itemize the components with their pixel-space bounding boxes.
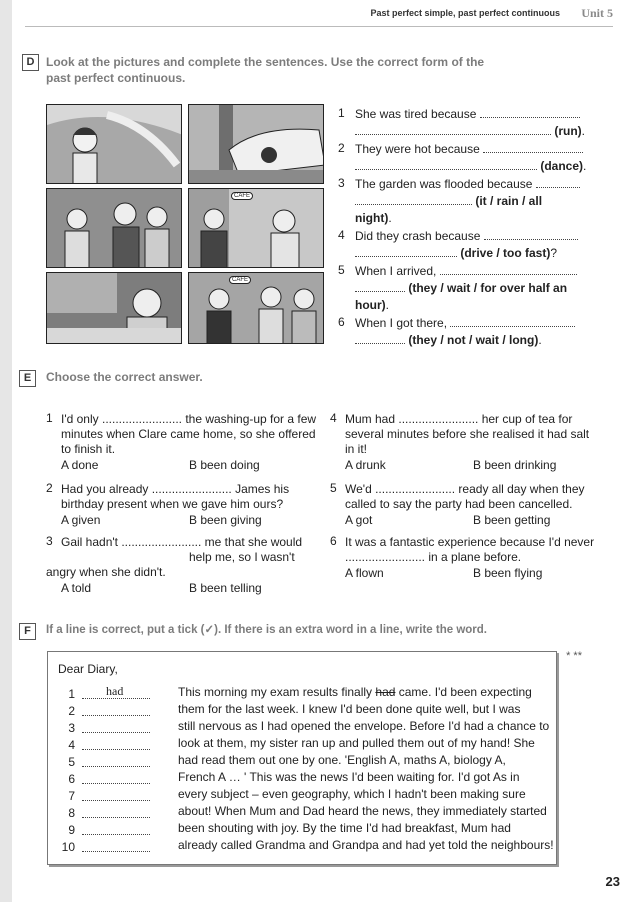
question-text: We'd ........................ ready all day when they — [345, 482, 585, 496]
answer-blank[interactable] — [355, 333, 405, 344]
picture-cafe-meeting — [188, 272, 324, 344]
car-crash-illustration — [189, 105, 324, 184]
question-text: called to say the party had been cancelled. — [345, 497, 573, 511]
header-rule — [25, 26, 613, 27]
diary-text-line — [178, 838, 554, 852]
question-text: ........................ in a plane before. — [345, 550, 522, 564]
answer-line[interactable] — [82, 738, 150, 750]
section-e-letter: E — [19, 370, 36, 387]
sentence-line — [355, 158, 586, 174]
dancing-friends-illustration — [47, 189, 182, 268]
sentence-line — [355, 228, 578, 244]
line-number: 4 — [68, 738, 75, 752]
question-number: 1 — [46, 411, 53, 425]
verb-prompt: (it / rain / all — [475, 194, 543, 208]
line-number: 7 — [68, 789, 75, 803]
line-number: 8 — [68, 806, 75, 820]
example-answer: had — [106, 684, 124, 698]
answer-blank[interactable] — [484, 229, 578, 240]
page-edge-bar — [0, 0, 12, 902]
verb-prompt: night) — [355, 211, 389, 225]
cafe-sign: CAFE — [229, 276, 251, 284]
unit-label: Unit 5 — [581, 6, 613, 20]
diary-text-line — [178, 753, 506, 767]
question-number: 3 — [46, 534, 53, 548]
page-number: 23 — [605, 874, 620, 889]
answer-line[interactable] — [82, 840, 150, 852]
cafe-meeting-illustration — [189, 273, 324, 344]
option-a[interactable]: A given — [61, 513, 101, 527]
sentence-line — [355, 332, 542, 348]
diary-text: had read them out one by one. 'English A, maths A, biology A, — [178, 753, 506, 767]
option-a[interactable]: A told — [61, 581, 92, 595]
line-number: 6 — [68, 772, 75, 786]
sentence-punctuation: . — [583, 159, 587, 173]
sentence-text: Did they crash because — [355, 229, 481, 243]
diary-text: been shouting with joy. By the time I'd had breakfast, Mum had — [178, 821, 511, 835]
diary-text: already called Grandma and Grandpa and had yet told the neighbours! — [178, 838, 554, 852]
answer-blank[interactable] — [440, 264, 577, 275]
verb-prompt: (they / wait / for over half an — [408, 281, 568, 295]
question-text: Mum had ........................ her cup of tea for — [345, 412, 573, 426]
picture-running-woman — [46, 104, 182, 184]
verb-prompt: (dance) — [540, 159, 584, 173]
sentence-line — [355, 123, 585, 139]
option-a[interactable]: A got — [345, 513, 373, 527]
section-e-instruction: Choose the correct answer. — [46, 370, 203, 384]
section-f-letter: F — [19, 623, 36, 640]
diary-text-line — [178, 804, 547, 818]
diary-box — [47, 650, 582, 865]
answer-blank[interactable] — [355, 124, 551, 135]
diary-text-line — [178, 719, 549, 733]
answer-line[interactable] — [82, 772, 150, 784]
diary-text-line — [178, 685, 532, 699]
header-title: Past perfect simple, past perfect continuous — [370, 8, 560, 18]
question-text: Had you already ........................ James his — [61, 482, 290, 496]
verb-prompt: (run) — [554, 124, 582, 138]
diary-text: French A … ' This was the news I'd been waiting for. I'd got As in — [178, 770, 520, 784]
answer-blank[interactable] — [355, 194, 472, 205]
sentence-punctuation: . — [388, 211, 392, 225]
line-number: 1 — [68, 687, 75, 701]
diary-text-line — [178, 787, 526, 801]
option-b[interactable]: B been telling — [189, 581, 262, 595]
question-number: 2 — [46, 481, 53, 495]
answer-line[interactable] — [82, 684, 150, 699]
diary-text: look at them, my sister ran up and pulled them out of my hand! She — [178, 736, 535, 750]
question-text: several minutes before she realised it had salt — [345, 427, 590, 441]
sentence-number: 2 — [338, 141, 345, 155]
line-number: 2 — [68, 704, 75, 718]
question-text: Gail hadn't ........................ me that she would — [61, 535, 303, 549]
answer-line[interactable] — [82, 755, 150, 767]
answer-blank[interactable] — [355, 246, 457, 257]
option-b[interactable]: B been getting — [473, 513, 551, 527]
option-b[interactable]: B been drinking — [473, 458, 557, 472]
answer-blank[interactable] — [536, 177, 580, 188]
diary-text: about! When Mum and Dad heard the news, they immediately started — [178, 804, 547, 818]
question-text: birthday present when we gave him ours? — [61, 497, 284, 511]
question-number: 5 — [330, 481, 337, 495]
struck-word: had — [375, 685, 396, 699]
option-a[interactable]: A done — [61, 458, 99, 472]
cafe-sign: CAFE — [231, 192, 253, 200]
sentence-punctuation: ? — [550, 246, 558, 260]
answer-blank[interactable] — [450, 316, 575, 327]
question-text: minutes when Clare came home, so she offered — [61, 427, 316, 441]
diary-text-line — [178, 770, 520, 784]
running-woman-illustration — [47, 105, 182, 184]
section-d-instruction-line: Look at the pictures and complete the sentences. Use the correct form of the — [46, 55, 485, 69]
sentence-line — [355, 315, 575, 331]
section-d-instruction — [46, 54, 484, 86]
sentence-number: 6 — [338, 315, 345, 329]
option-a[interactable]: A flown — [345, 566, 384, 580]
diary-text: This morning my exam results finally — [178, 685, 376, 699]
cafe-waiting-illustration — [189, 189, 324, 268]
line-number: 5 — [68, 755, 75, 769]
answer-line[interactable] — [82, 704, 150, 716]
diary-text: still nervous as I had opened the envelope. Before I'd had a chance to — [178, 719, 550, 733]
picture-car-crash — [188, 104, 324, 184]
option-b[interactable]: B been flying — [473, 566, 543, 580]
question-text: help me, so I wasn't — [189, 550, 295, 564]
sentence-number: 5 — [338, 263, 345, 277]
section-d-letter: D — [22, 54, 39, 71]
sentence-line — [355, 263, 577, 279]
sentence-line — [355, 280, 567, 296]
answer-blank[interactable] — [355, 281, 405, 292]
line-number: 10 — [61, 840, 75, 854]
diary-text: them for the last week. I knew I'd been done quite well, but I was — [178, 702, 521, 716]
answer-line[interactable] — [82, 721, 150, 733]
line-number: 9 — [68, 823, 75, 837]
answer-blank[interactable] — [480, 107, 580, 118]
question-text: angry when she didn't. — [46, 565, 166, 579]
answer-blank[interactable] — [483, 142, 583, 153]
rain-garden-illustration — [47, 273, 182, 344]
sentence-text: When I got there, — [355, 316, 448, 330]
question-text: to finish it. — [61, 442, 116, 456]
option-b[interactable]: B been doing — [189, 458, 260, 472]
sentence-line — [355, 210, 392, 226]
sentence-punctuation: . — [581, 124, 586, 138]
question-text: in it! — [345, 442, 368, 456]
answer-line[interactable] — [82, 806, 150, 818]
sentence-text: They were hot because — [355, 142, 480, 156]
question-number: 4 — [330, 411, 337, 425]
picture-rain-garden — [46, 272, 182, 344]
verb-prompt: (drive / too fast) — [460, 246, 551, 260]
sentence-line — [355, 245, 557, 261]
question-number: 6 — [330, 534, 337, 548]
line-number: 3 — [68, 721, 75, 735]
diary-text-line — [178, 821, 511, 835]
diary-greeting: Dear Diary, — [58, 662, 118, 676]
sentence-text: She was tired because — [355, 107, 477, 121]
sentence-line — [355, 106, 580, 122]
sentence-line — [355, 141, 583, 157]
diary-text-line — [178, 736, 535, 750]
picture-cafe-waiting — [188, 188, 324, 268]
picture-dancing-friends — [46, 188, 182, 268]
sentence-punctuation: . — [538, 333, 542, 347]
answer-line[interactable] — [82, 789, 150, 801]
sentence-number: 4 — [338, 228, 345, 242]
answer-blank[interactable] — [355, 159, 537, 170]
diary-text: every subject – even geography, which I hadn't been making sure — [178, 787, 526, 801]
answer-line[interactable] — [82, 823, 150, 835]
sentence-text: The garden was flooded because — [355, 177, 533, 191]
page-header — [0, 0, 638, 30]
sentence-number: 1 — [338, 106, 345, 120]
verb-prompt: (they / not / wait / long) — [408, 333, 539, 347]
stars-decoration: * ** — [566, 650, 582, 662]
sentence-text: When I arrived, — [355, 264, 437, 278]
sentence-punctuation: . — [385, 298, 389, 312]
option-b[interactable]: B been giving — [189, 513, 262, 527]
diary-text-line — [178, 702, 520, 716]
diary-text: came. I'd been expecting — [395, 685, 532, 699]
sentence-line — [355, 193, 542, 209]
sentence-line — [355, 297, 389, 313]
section-d-instruction-line: past perfect continuous. — [46, 71, 186, 85]
question-text: I'd only ........................ the washing-up for a few — [61, 412, 317, 426]
question-text: It was a fantastic experience because I'd never — [345, 535, 595, 549]
sentence-number: 3 — [338, 176, 345, 190]
section-f-instruction: If a line is correct, put a tick (✓). If there is an extra word in a line, write the word. — [46, 624, 487, 636]
option-a[interactable]: A drunk — [345, 458, 386, 472]
sentence-line — [355, 176, 580, 192]
verb-prompt: hour) — [355, 298, 386, 312]
